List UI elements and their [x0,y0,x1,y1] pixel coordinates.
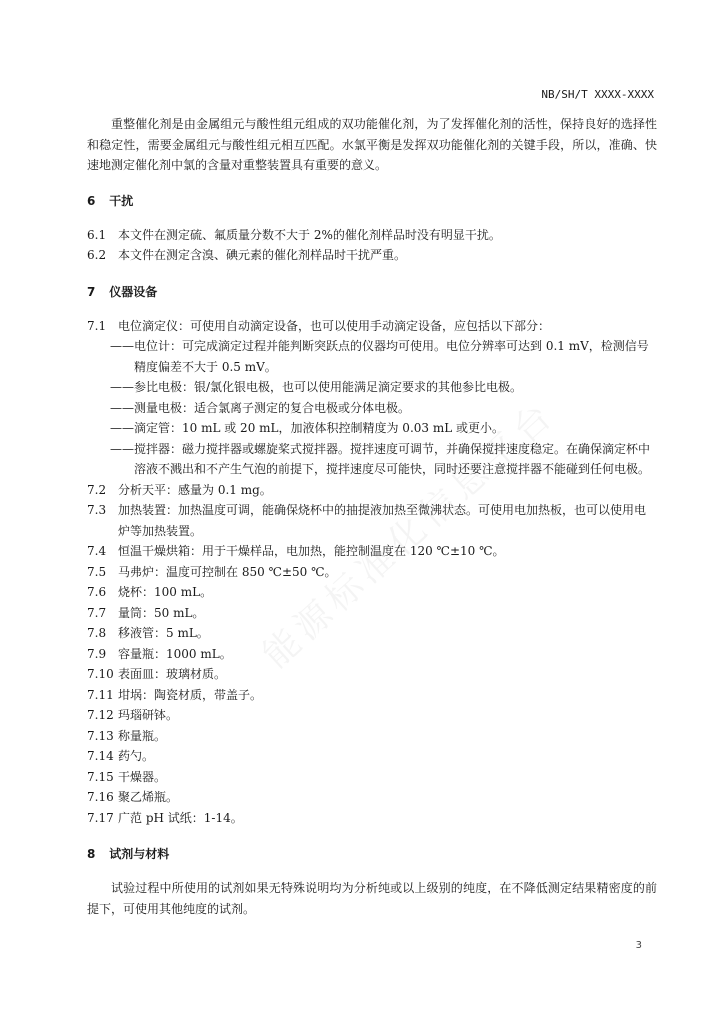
clause-text: 聚乙烯瓶。 [118,790,179,804]
clause-7-5 [87,562,657,583]
dash-mark: —— [110,339,134,353]
clause-number: 7.6 [87,585,107,599]
clause-7-11 [87,685,657,706]
clause-text: 本文件在测定含溴、碘元素的催化剂样品时干扰严重。 [118,248,407,262]
dash-text: 搅拌器：磁力搅拌器或螺旋桨式搅拌器。搅拌速度可调节，并确保搅拌速度稳定。在确保滴定杯中溶液不溅出和不产生气泡的前提下，搅拌速度尽可能快，同时还要注意搅拌器不能碰到任何电极。 [134,441,651,476]
clause-number: 7.10 [87,667,114,681]
clause-text: 量筒：50 mL。 [118,605,205,620]
dash-text: 测量电极：适合氯离子测定的复合电极或分体电极。 [134,400,411,415]
clause-text: 干燥器。 [118,769,167,784]
clause-number: 7.5 [87,564,107,579]
clause-number: 6.2 [87,248,107,262]
clause-7-12 [87,705,657,726]
clause-number: 7.9 [87,646,107,661]
clause-text: 烧杯：100 mL。 [118,585,213,599]
clause-number: 7.16 [87,790,114,804]
clause-7-8 [87,623,657,644]
clause-7-15 [87,767,657,788]
clause-text: 马弗炉：温度可控制在 850 ℃±50 ℃。 [118,564,337,579]
clause-number: 7.8 [87,626,107,640]
page-number: 3 [635,940,642,951]
section-title: 试剂与材料 [109,847,170,861]
clause-7-2 [87,480,657,501]
section-number: 6 [87,193,96,208]
clause-text: 恒温干燥烘箱：用于干燥样品，电加热，能控制温度在 120 ℃±10 ℃。 [118,544,505,558]
dash-mark: —— [110,421,134,435]
clause-7-7 [87,603,657,624]
dash-mark: —— [110,380,134,394]
clause-number: 7.2 [87,482,107,497]
dash-text: 滴定管：10 mL 或 20 mL，加液体积控制精度为 0.03 mL 或更小。 [134,421,505,435]
clause-text: 药勺。 [118,749,155,763]
clause-7-1 [87,316,657,337]
clause-text: 电位滴定仪：可使用自动滴定设备，也可以使用手动滴定设备，应包括以下部分： [118,318,551,333]
clause-number: 7.12 [87,708,114,722]
clause-text: 表面皿：玻璃材质。 [118,667,227,681]
clause-number: 7.13 [87,728,114,743]
clause-7-17 [87,808,657,829]
clause-number: 7.17 [87,810,114,825]
clause-7-6 [87,582,657,603]
document-number: NB/SH/T XXXX-XXXX [541,88,654,101]
clause-number: 7.15 [87,769,114,784]
clause-text: 本文件在测定硫、氟质量分数不大于 2%的催化剂样品时没有明显干扰。 [118,227,501,242]
clause-number: 7.7 [87,605,107,620]
clause-number: 7.14 [87,749,114,763]
dash-text: 电位计：可完成滴定过程并能判断突跃点的仪器均可使用。电位分辨率可达到 0.1 mV，检测信号精度偏差不大于 0.5 mV。 [134,339,649,374]
dash-text: 参比电极：银/氯化银电极，也可以使用能满足滴定要求的其他参比电极。 [134,380,523,394]
section-8-paragraph: 试验过程中所使用的试剂如果无特殊说明均为分析纯或以上级别的纯度，在不降低测定结果精密度的前提下，可使用其他纯度的试剂。 [87,881,657,916]
document-body [87,114,657,919]
clause-7-13 [87,726,657,747]
clause-text: 移液管：5 mL。 [118,626,209,640]
dash-mark: —— [110,400,134,415]
dash-item-stirrer [87,439,657,480]
section-number: 8 [87,847,96,861]
dash-item-measuring-electrode [87,398,657,419]
dash-item-reference-electrode [87,377,657,398]
clause-7-3 [87,500,657,541]
clause-number: 6.1 [87,227,107,242]
section-title: 干扰 [109,193,134,208]
clause-text: 分析天平：感量为 0.1 mg。 [118,482,272,497]
clause-7-9 [87,644,657,665]
clause-6-2 [87,245,657,266]
clause-text: 称量瓶。 [118,728,167,743]
clause-text: 容量瓶：1000 mL。 [118,646,232,661]
clause-number: 7.11 [87,687,114,702]
clause-number: 7.3 [87,503,107,517]
clause-text: 玛瑙研钵。 [118,708,179,722]
dash-mark: —— [110,441,134,456]
clause-6-1 [87,225,657,246]
clause-text: 加热装置：加热温度可调，能确保烧杯中的抽提液加热至微沸状态。可使用电加热板，也可以使用电炉等加热装置。 [118,503,647,538]
section-number: 7 [87,284,96,299]
clause-7-4 [87,541,657,562]
section-title: 仪器设备 [109,284,158,299]
clause-7-14 [87,746,657,767]
section-8-heading [87,844,657,864]
section-7-heading [87,282,657,302]
clause-number: 7.1 [87,318,107,333]
intro-paragraph: 重整催化剂是由金属组元与酸性组元组成的双功能催化剂，为了发挥催化剂的活性，保持良好的选择性和稳定性，需要金属组元与酸性组元相互匹配。水氯平衡是发挥双功能催化剂的关键手段，所以，准确、快速地测定催化剂中氯的含量对重整装置具有重要的意义。 [87,117,657,172]
dash-item-burette [87,418,657,439]
clause-7-10 [87,664,657,685]
clause-text: 坩埚：陶瓷材质，带盖子。 [118,687,263,702]
dash-item-potentiometer [87,336,657,377]
clause-number: 7.4 [87,544,107,558]
clause-7-16 [87,787,657,808]
clause-text: 广范 pH 试纸：1-14。 [118,810,243,825]
section-6-heading [87,191,657,211]
